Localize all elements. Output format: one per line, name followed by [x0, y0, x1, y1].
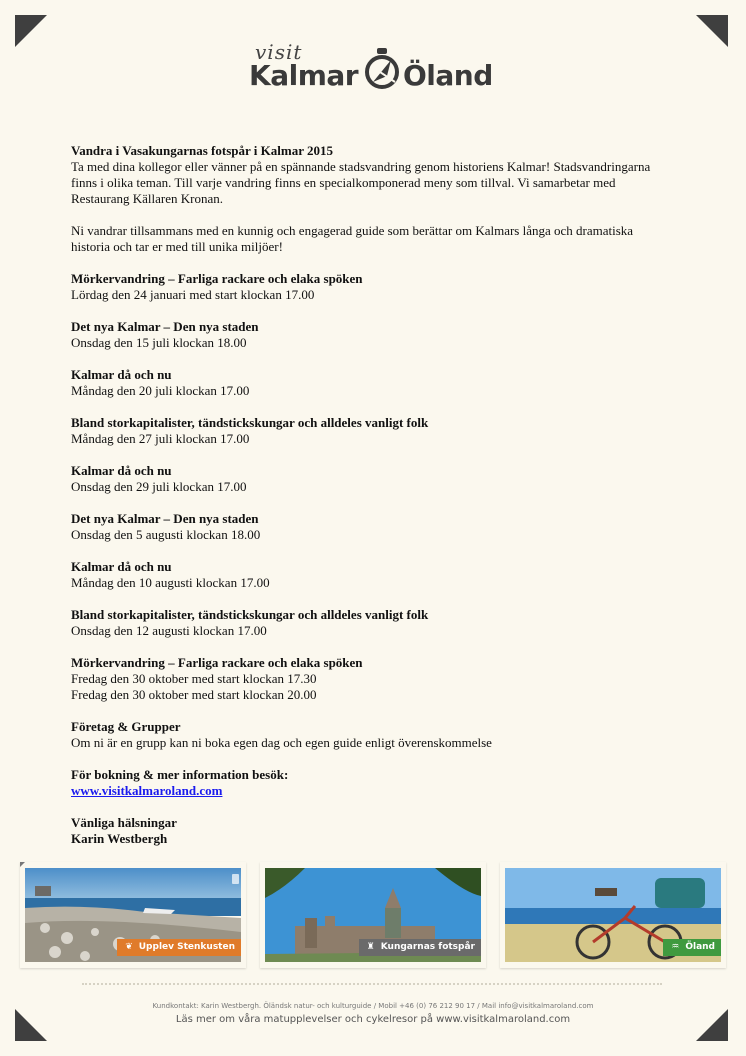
event-title: Bland storkapitalister, tändstickskungar och alldeles vanligt folk	[71, 415, 429, 430]
photo-card-kungarnas-fotspar[interactable]	[260, 862, 486, 968]
corner-decoration	[15, 15, 47, 47]
event-item	[71, 415, 671, 447]
intro-paragraph-2: Ni vandrar tillsammans med en kunnig och engagerad guide som berättar om Kalmars långa och dramatiska historia och tar er med till unika miljöer!	[71, 223, 634, 254]
event-item	[71, 319, 671, 351]
tag-icon: ♜	[366, 942, 375, 952]
signoff	[71, 815, 671, 847]
event-date: Onsdag den 29 juli klockan 17.00	[71, 479, 247, 494]
event-date: Måndag den 10 augusti klockan 17.00	[71, 575, 270, 590]
groups-title: Företag & Grupper	[71, 719, 181, 734]
photo-tag-label: Kungarnas fotspår	[380, 942, 475, 952]
logo-kalmar-text: Kalmar	[249, 59, 359, 92]
compass-icon	[361, 44, 405, 92]
photo-tag-label: Upplev Stenkusten	[138, 942, 235, 952]
visit-kalmar-oland-logo	[249, 42, 499, 97]
signoff-greeting: Vänliga hälsningar	[71, 815, 177, 830]
event-date: Fredag den 30 oktober med start klockan 17.30	[71, 671, 317, 686]
footer-tagline: Läs mer om våra matupplevelser och cykelresor på www.visitkalmaroland.com	[175, 1014, 571, 1025]
event-date: Måndag den 27 juli klockan 17.00	[71, 431, 250, 446]
event-title: Mörkervandring – Farliga rackare och elaka spöken	[71, 271, 363, 286]
corner-decoration	[696, 15, 728, 47]
event-date: Onsdag den 12 augusti klockan 17.00	[71, 623, 267, 638]
groups-text: Om ni är en grupp kan ni boka egen dag och egen guide enligt överenskommelse	[71, 735, 492, 750]
event-title: Bland storkapitalister, tändstickskungar och alldeles vanligt folk	[71, 607, 429, 622]
event-item	[71, 271, 671, 303]
event-date: Lördag den 24 januari med start klockan 17.00	[71, 287, 315, 302]
event-title: Kalmar då och nu	[71, 559, 172, 574]
photo-corner	[20, 862, 25, 867]
event-title: Det nya Kalmar – Den nya staden	[71, 511, 259, 526]
signoff-name: Karin Westbergh	[71, 831, 168, 846]
letter-content	[71, 143, 671, 863]
dotted-divider	[82, 983, 662, 985]
footer-contact: Kundkontakt: Karin Westbergh. Öländsk natur- och kulturguide / Mobil +46 (0) 76 212 90 17 / Mail info@visitkalmaroland.com	[152, 1002, 594, 1010]
groups-section	[71, 719, 671, 751]
event-title: Kalmar då och nu	[71, 463, 172, 478]
tag-icon: ❦	[125, 942, 133, 952]
event-date: Måndag den 20 juli klockan 17.00	[71, 383, 250, 398]
event-title: Mörkervandring – Farliga rackare och elaka spöken	[71, 655, 363, 670]
booking-title: För bokning & mer information besök:	[71, 767, 289, 782]
page-title: Vandra i Vasakungarnas fotspår i Kalmar 2015	[71, 143, 333, 158]
photo-strip	[20, 862, 726, 968]
photo-tag	[663, 939, 721, 956]
event-title: Kalmar då och nu	[71, 367, 172, 382]
photo-card-oland[interactable]	[500, 862, 726, 968]
event-title: Det nya Kalmar – Den nya staden	[71, 319, 259, 334]
event-item	[71, 511, 671, 543]
event-item	[71, 655, 671, 703]
event-item	[71, 463, 671, 495]
intro-paragraph: Ta med dina kollegor eller vänner på en spännande stadsvandring genom historiens Kalmar! Stadsvandringarna finns i olika teman. Till varje vandring finns en specialkomponerad meny som tillval. Vi samarbetar med Restaurang Källaren Kronan.	[71, 159, 651, 206]
booking-section	[71, 767, 671, 799]
website-link[interactable]: www.visitkalmaroland.com	[71, 783, 223, 798]
event-date: Onsdag den 15 juli klockan 18.00	[71, 335, 247, 350]
logo-oland-text: Öland	[403, 59, 493, 92]
bicycle-icon: ♒	[671, 942, 680, 952]
event-date: Fredag den 30 oktober med start klockan 20.00	[71, 687, 317, 702]
photo-card-stenkusten[interactable]	[20, 862, 246, 968]
photo-tag	[359, 939, 481, 956]
event-item	[71, 607, 671, 639]
logo-visit-text: visit	[255, 40, 303, 64]
event-item	[71, 367, 671, 399]
event-date: Onsdag den 5 augusti klockan 18.00	[71, 527, 261, 542]
photo-tag-label: Öland	[685, 942, 715, 952]
photo-tag	[117, 939, 241, 956]
event-item	[71, 559, 671, 591]
